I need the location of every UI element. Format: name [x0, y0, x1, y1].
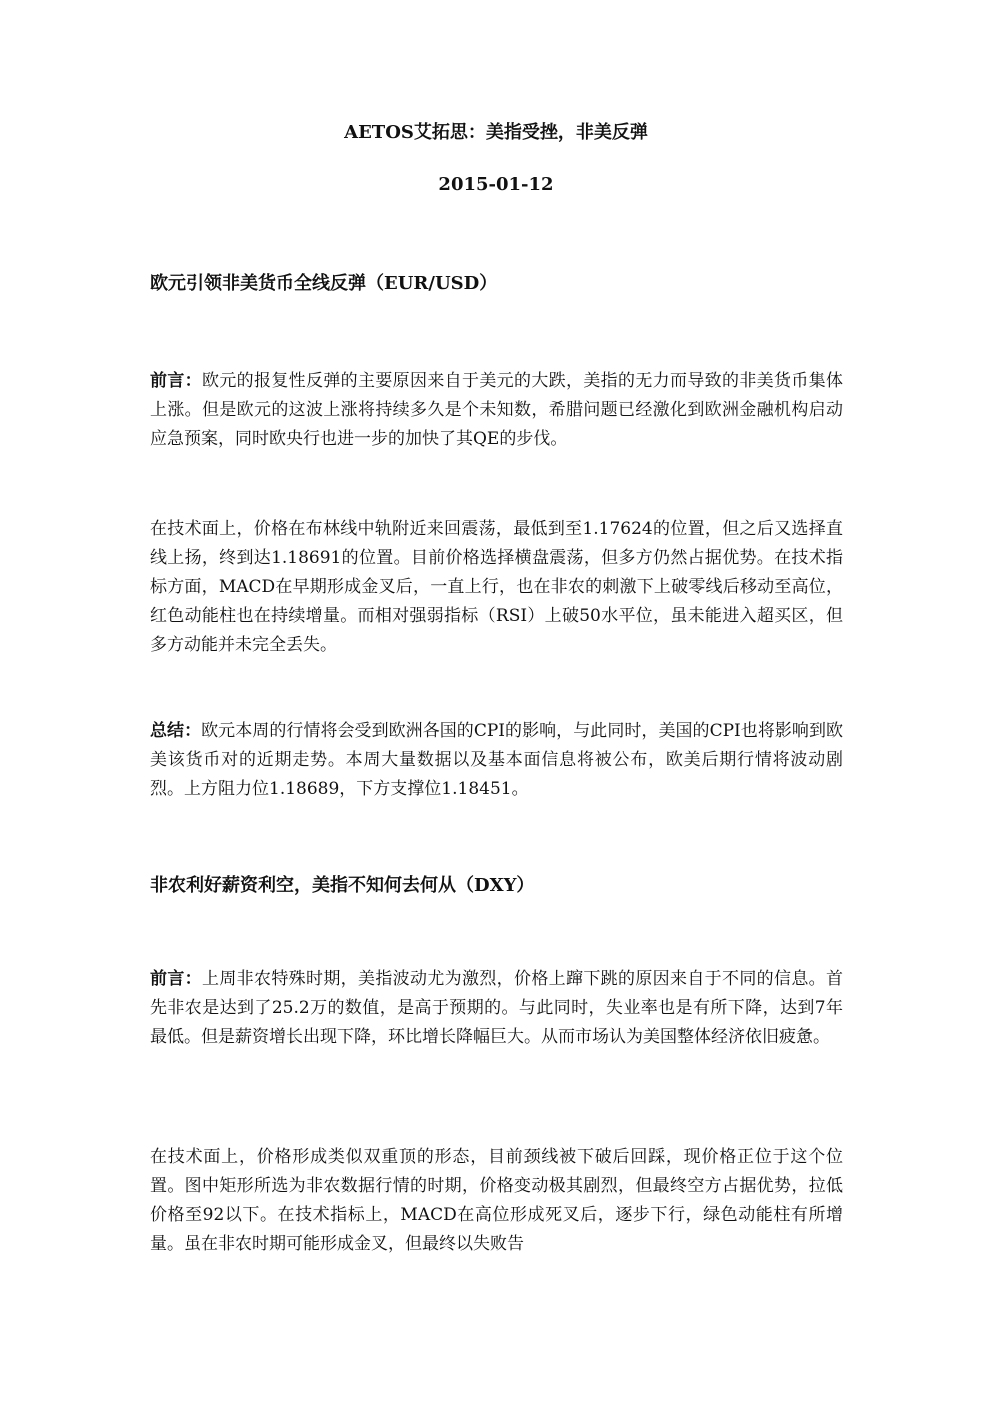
intro-text: 欧元的报复性反弹的主要原因来自于美元的大跌，美指的无力而导致的非美货币集体上涨。但是欧元的这波上涨将持续多久是个未知数，希腊问题已经激化到欧洲金融机构启动应急预案，同时欧央行也进一步的加快了其QE的步伐。	[150, 371, 843, 449]
section-heading-eurusd: 欧元引领非美货币全线反弹（EUR/USD）	[150, 273, 498, 294]
section-eurusd-summary	[150, 717, 843, 804]
intro-label: 前言：	[150, 371, 202, 391]
summary-text: 欧元本周的行情将会受到欧洲各国的CPI的影响，与此同时，美国的CPI也将影响到欧美该货币对的近期走势。本周大量数据以及基本面信息将被公布，欧美后期行情将波动剧烈。上方阻力位1.18689，下方支撑位1.18451。	[150, 721, 844, 799]
intro-label: 前言：	[150, 969, 202, 989]
section-dxy-intro	[150, 965, 843, 1052]
section-eurusd-technical: 在技术面上，价格在布林线中轨附近来回震荡，最低到至1.17624的位置，但之后又选择直线上扬，终到达1.18691的位置。目前价格选择横盘震荡，但多方仍然占据优势。在技术指标方面，MACD在早期形成金叉后，一直上行，也在非农的刺激下上破零线后移动至高位，红色动能柱也在持续增量。而相对强弱指标（RSI）上破50水平位，虽未能进入超买区，但多方动能并未完全丢失。	[150, 519, 843, 655]
summary-label: 总结：	[150, 721, 202, 741]
document-date: 2015-01-12	[438, 174, 554, 195]
document-title: AETOS艾拓思：美指受挫，非美反弹	[344, 122, 648, 143]
section-dxy-technical: 在技术面上，价格形成类似双重顶的形态，目前颈线被下破后回踩，现价格正位于这个位置。图中矩形所选为非农数据行情的时期，价格变动极其剧烈，但最终空方占据优势，拉低价格至92以下。在技术指标上，MACD在高位形成死叉后，逐步下行，绿色动能柱有所增量。虽在非农时期可能形成金叉，但最终以失败告	[150, 1147, 843, 1254]
intro-text: 上周非农特殊时期，美指波动尤为激烈，价格上蹿下跳的原因来自于不同的信息。首先非农是达到了25.2万的数值，是高于预期的。与此同时，失业率也是有所下降，达到7年最低。但是薪资增长出现下降，环比增长降幅巨大。从而市场认为美国整体经济依旧疲惫。	[150, 969, 843, 1047]
section-heading-dxy: 非农利好薪资利空，美指不知何去何从（DXY）	[150, 875, 535, 896]
section-eurusd-intro	[150, 367, 843, 454]
